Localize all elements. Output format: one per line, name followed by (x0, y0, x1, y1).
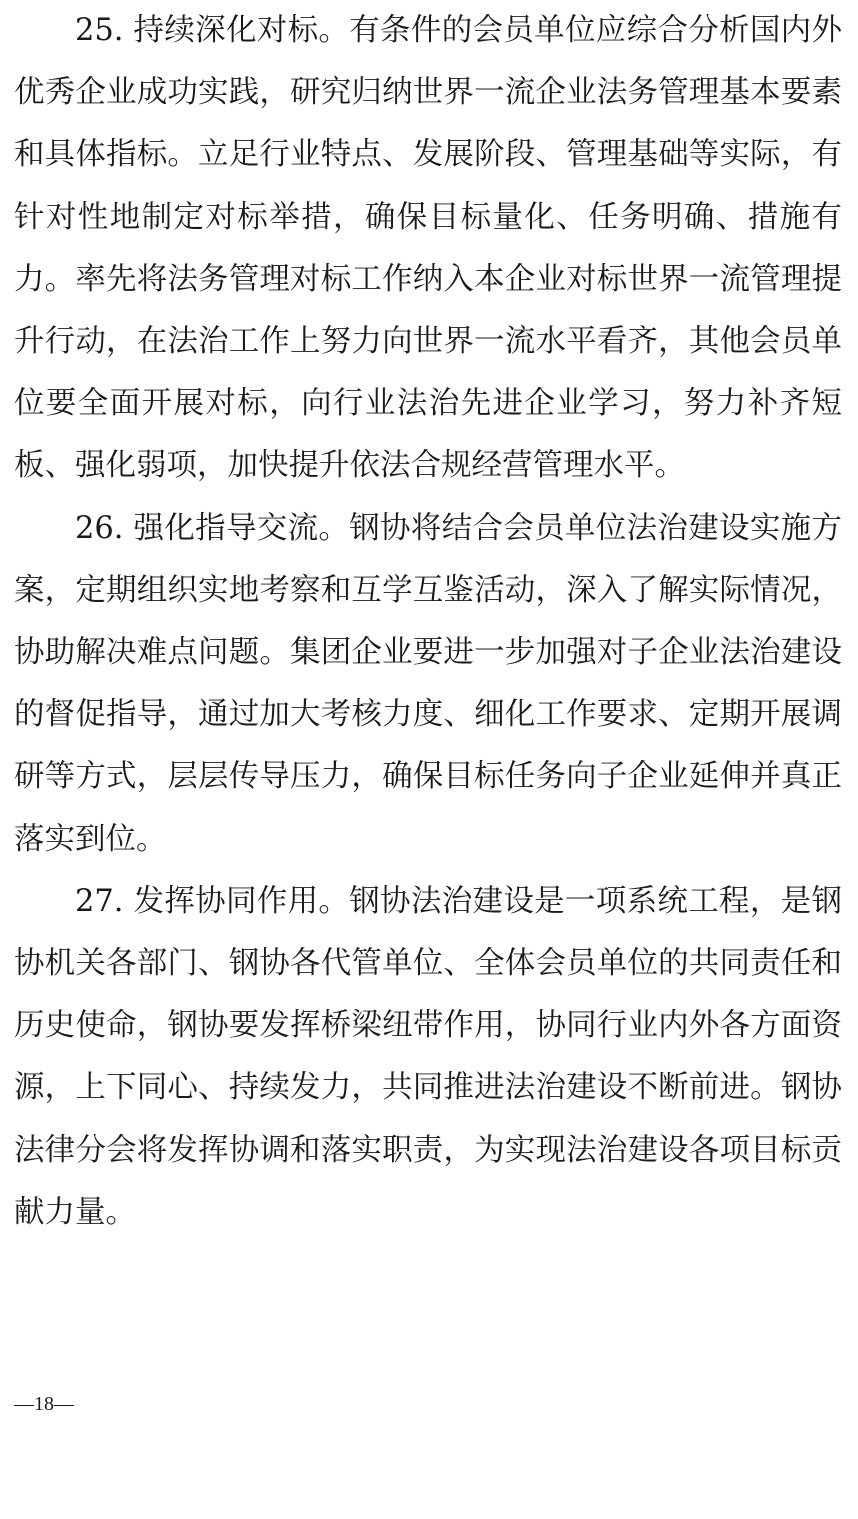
page-number: —18— (14, 1393, 74, 1415)
paragraph-25: 25. 持续深化对标。有条件的会员单位应综合分析国内外优秀企业成功实践，研究归纳世界一流企业法务管理基本要素和具体指标。立足行业特点、发展阶段、管理基础等实际，有针对性地制定对标举措，确保目标量化、任务明确、措施有力。率先将法务管理对标工作纳入本企业对标世界一流管理提升行动，在法治工作上努力向世界一流水平看齐，其他会员单位要全面开展对标，向行业法治先进企业学习，努力补齐短板、强化弱项，加快提升依法合规经营管理水平。 (14, 13, 842, 484)
paragraph-27: 27. 发挥协同作用。钢协法治建设是一项系统工程，是钢协机关各部门、钢协各代管单位、全体会员单位的共同责任和历史使命，钢协要发挥桥梁纽带作用，协同行业内外各方面资源，上下同心、持续发力，共同推进法治建设不断前进。钢协法律分会将发挥协调和落实职责，为实现法治建设各项目标贡献力量。 (14, 883, 842, 1230)
document-body (14, 0, 842, 1244)
paragraph-26: 26. 强化指导交流。钢协将结合会员单位法治建设实施方案，定期组织实地考察和互学互鉴活动，深入了解实际情况，协助解决难点问题。集团企业要进一步加强对子企业法治建设的督促指导，通过加大考核力度、细化工作要求、定期开展调研等方式，层层传导压力，确保目标任务向子企业延伸并真正落实到位。 (14, 510, 842, 857)
